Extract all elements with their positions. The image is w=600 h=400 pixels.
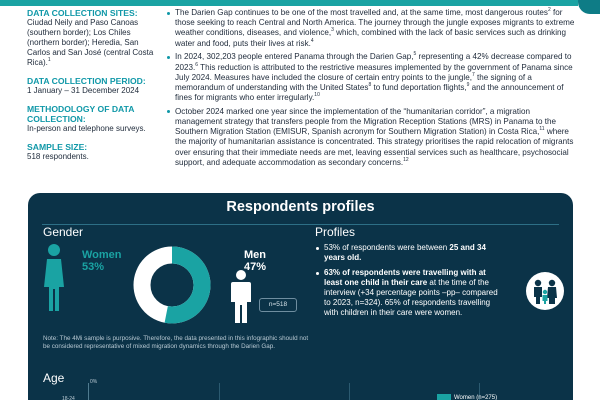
panel-divider — [42, 224, 559, 225]
age-legend-women: Women (n=275) — [437, 393, 527, 400]
period-text: 1 January – 31 December 2024 — [27, 86, 140, 95]
profile-children-bullet: 63% of respondents were travelling with at least one child in their care at the time of the interview (+34 percentage points –pp– compared to 2023, n=324). 65% of respondents travelling with children in their care were women. — [315, 268, 505, 318]
top-banner — [0, 0, 600, 6]
paragraph-darien-gap: The Darien Gap continues to be one of the most travelled and, at the same time, most dangerous routes$^2$ for those seeking to reach Central and North America. The journey through the jungle exposes migrants to extreme weather conditions, diseases, and violence,$^3$ which, combined with the lack of basic services such as drinking water and food, puts their lives at risk.$^4$ — [166, 8, 576, 49]
age-chart — [42, 371, 559, 400]
respondents-profiles-panel — [28, 193, 573, 400]
paragraph-2024-entries: In 2024, 302,203 people entered Panama through the Darien Gap,$^5$ representing a 42% decrease compared to 2023.$^6$ This reduction is attributed to the restrictive measures implemented by the government of Panama since July 2024. Measures have included the closure of certain entry points to the jungle,$^7$ the signing of a memorandum of understanding with the United States$^8$ to fund deportation flights,$^9$ and the announcement of fines for migrants who enter irregularly.$^{10}$ — [166, 52, 576, 103]
sites-block — [27, 8, 162, 68]
sample-note: Note: The 4Mi sample is purposive. Therefore, the data presented in this infographic should not be considered representative of mixed migration dynamics through the Darien Gap. — [43, 335, 309, 350]
paragraph-humanitarian-corridor: October 2024 marked one year since the implementation of the “humanitarian corridor”, a migration management strategy that transfers people from the Migration Reception Stations (MRS) in Panama to the Southern Migration Station (EMISUR, Spanish acronym for Southern Migration Station) in Costa Rica,$^{11}$ where the majority of humanitarian assistance is concentrated. This strategy prioritises the rapid relocation of migrants over ensuring that their immediate needs are met, leaving essential services such as healthcare, psychosocial support, and adequate accommodation as secondary concerns.$^{12}$ — [166, 107, 576, 168]
gender-sample-size: n=518 — [259, 298, 297, 312]
women-label: Women 53% — [82, 249, 122, 273]
legend-swatch — [437, 394, 451, 400]
context-text — [166, 8, 576, 172]
period-block — [27, 76, 162, 96]
gender-infographic — [42, 243, 310, 327]
method-text: In-person and telephone surveys. — [27, 124, 146, 133]
sample-heading: SAMPLE SIZE: — [27, 142, 88, 152]
period-heading: DATA COLLECTION PERIOD: — [27, 76, 146, 86]
gender-donut-chart — [130, 243, 214, 327]
man-figure-icon — [229, 269, 253, 325]
profile-age-bullet: 53% of respondents were between 25 and 34 years old. — [315, 243, 505, 263]
age-title: Age — [43, 371, 65, 385]
woman-figure-icon — [42, 243, 66, 313]
age-gridline — [349, 383, 350, 400]
sites-text: Ciudad Neily and Paso Canoas (southern border); Los Chiles (northern border); Heredia, San Carlos and San José (central Costa Rica).$^1$ — [27, 18, 154, 67]
sample-block — [27, 142, 162, 162]
profiles-list — [315, 243, 505, 323]
method-heading: METHODOLOGY OF DATA COLLECTION: — [27, 104, 135, 124]
profiles-title: Profiles — [315, 225, 356, 239]
panel-title: Respondents profiles — [226, 199, 375, 215]
age-axis-zero-label: 0% — [90, 379, 98, 385]
data-collection-sidebar — [27, 8, 162, 170]
method-block — [27, 104, 162, 134]
family-icon — [525, 271, 565, 311]
corner-accent — [578, 0, 600, 14]
gender-title: Gender — [43, 225, 84, 239]
age-category-label: 18-24 — [62, 396, 75, 400]
age-gridline — [219, 383, 220, 400]
sample-text: 518 respondents. — [27, 152, 89, 161]
sites-heading: DATA COLLECTION SITES: — [27, 8, 138, 18]
men-label: Men 47% — [244, 249, 267, 273]
